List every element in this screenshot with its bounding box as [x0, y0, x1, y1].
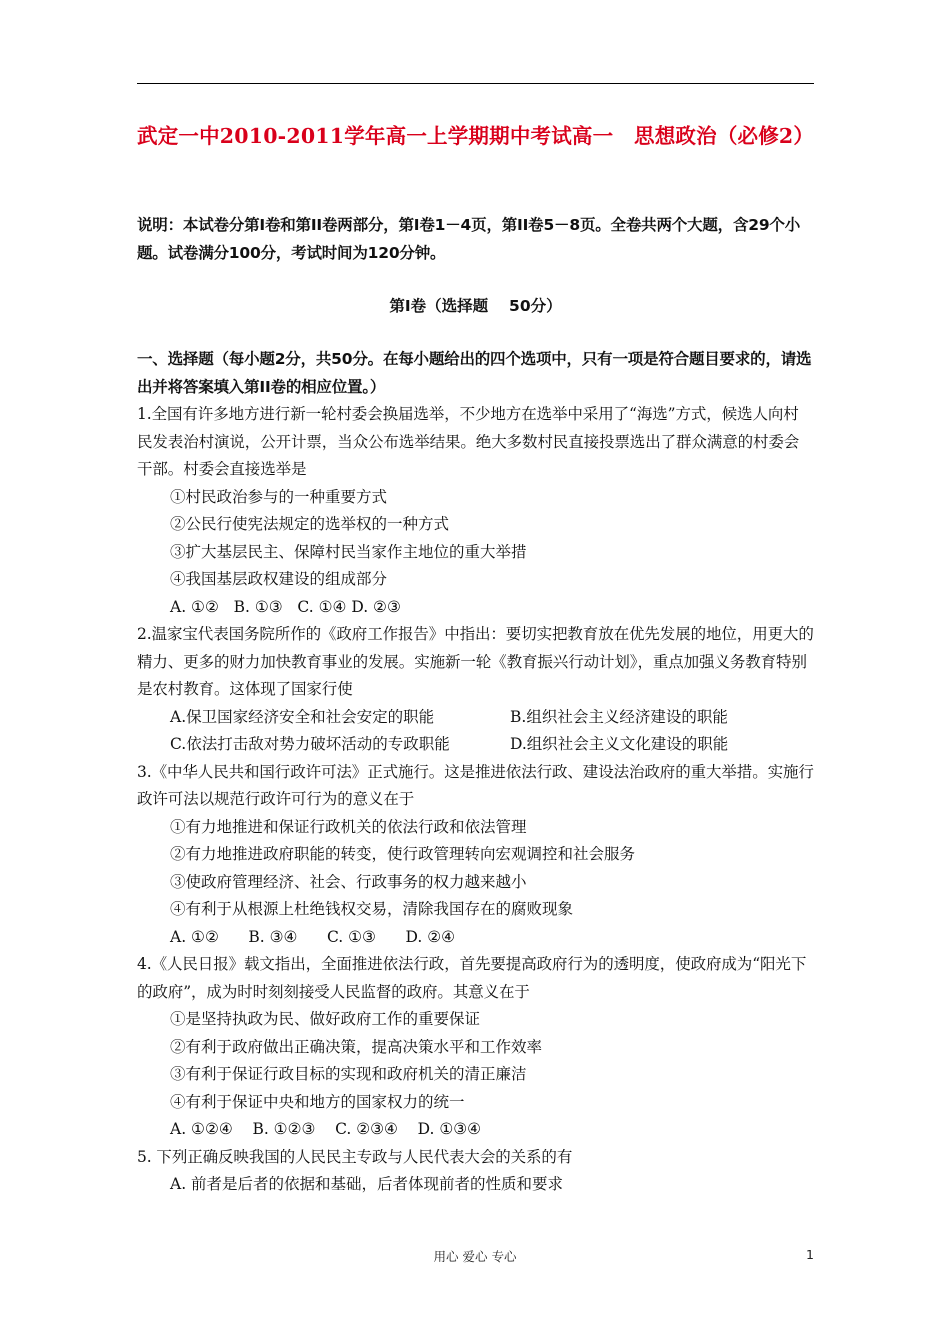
question-2 — [137, 621, 814, 759]
question-stem: 3.《中华人民共和国行政许可法》正式施行。这是推进依法行政、建设法治政府的重大举措。实施行政许可法以规范行政许可行为的意义在于 — [137, 762, 814, 808]
header-rule — [137, 83, 814, 84]
statement-item: ④有利于从根源上杜绝钱权交易，清除我国存在的腐败现象 — [170, 900, 574, 918]
document-title: 武定一中2010-2011学年高一上学期期中考试高一 思想政治（必修2） — [137, 124, 815, 148]
statement-item: ②有力地推进政府职能的转变，使行政管理转向宏观调控和社会服务 — [170, 845, 636, 863]
section-title: 第Ⅰ卷（选择题 50分） — [389, 297, 562, 315]
answer-option-c: C.依法打击敌对势力破坏活动的专政职能 — [170, 735, 450, 753]
statement-item: ③扩大基层民主、保障村民当家作主地位的重大举措 — [170, 542, 527, 561]
statement-item: ②有利于政府做出正确决策，提高决策水平和工作效率 — [170, 1037, 543, 1056]
question-stem: 5. 下列正确反映我国的人民民主专政与人民代表大会的关系的有 — [137, 1147, 573, 1166]
exam-instructions: 说明：本试卷分第Ⅰ卷和第II卷两部分，第Ⅰ卷1－4页，第II卷5－8页。全卷共两个大题，含29个小题。试卷满分100分，考试时间为120分钟。 — [137, 216, 801, 262]
answer-choices: A. ①② B. ③④ C. ①③ D. ②④ — [170, 927, 456, 946]
statement-item: ①是坚持执政为民、做好政府工作的重要保证 — [170, 1010, 481, 1028]
question-3 — [137, 759, 814, 952]
section-instruction: 一、选择题（每小题2分，共50分。在每小题给出的四个选项中，只有一项是符合题目要求的，请选出并将答案填入第II卷的相应位置。） — [137, 350, 812, 396]
statement-item: ④我国基层政权建设的组成部分 — [170, 570, 388, 588]
answer-option-d: D.组织社会主义文化建设的职能 — [510, 735, 729, 753]
statement-item: ①村民政治参与的一种重要方式 — [170, 487, 388, 506]
question-stem: 4.《人民日报》载文指出，全面推进依法行政，首先要提高政府行为的透明度，使政府成为“阳光下的政府”，成为时时刻刻接受人民监督的政府。其意义在于 — [137, 955, 807, 1001]
statement-item: ①有力地推进和保证行政机关的依法行政和依法管理 — [170, 817, 527, 836]
statement-item: ③使政府管理经济、社会、行政事务的权力越来越小 — [170, 872, 527, 891]
answer-choices: A. ①②④ B. ①②③ C. ②③④ D. ①③④ — [170, 1120, 482, 1138]
answer-option-a: A.保卫国家经济安全和社会安定的职能 — [170, 707, 435, 726]
question-stem: 2.温家宝代表国务院所作的《政府工作报告》中指出：要切实把教育放在优先发展的地位，用更大的精力、更多的财力加快教育事业的发展。实施新一轮《教育振兴行动计划》，重点加强义务教育特别是农村教育。这体现了国家行使 — [137, 625, 814, 698]
statement-item: ③有利于保证行政目标的实现和政府机关的清正廉洁 — [170, 1065, 527, 1083]
question-stem: 1.全国有许多地方进行新一轮村委会换届选举，不少地方在选举中采用了“海选”方式，候选人向村民发表治村演说，公开计票，当众公布选举结果。绝大多数村民直接投票选出了群众满意的村委会干部。村委会直接选举是 — [137, 405, 800, 478]
answer-option-b: B.组织社会主义经济建设的职能 — [510, 707, 728, 726]
question-4 — [137, 951, 814, 1144]
answer-choices: A. ①② B. ①③ C. ①④ D. ②③ — [170, 597, 401, 616]
question-block — [137, 346, 814, 1199]
answer-row — [137, 704, 814, 732]
footer-motto: 用心 爱心 专心 — [433, 1249, 517, 1264]
question-5 — [137, 1144, 814, 1199]
statement-item: ④有利于保证中央和地方的国家权力的统一 — [170, 1092, 465, 1111]
question-1 — [137, 401, 814, 621]
answer-row — [137, 731, 814, 759]
answer-option-a: A. 前者是后者的依据和基础，后者体现前者的性质和要求 — [170, 1175, 564, 1193]
statement-item: ②公民行使宪法规定的选举权的一种方式 — [170, 515, 450, 533]
page-number: 1 — [806, 1247, 814, 1262]
